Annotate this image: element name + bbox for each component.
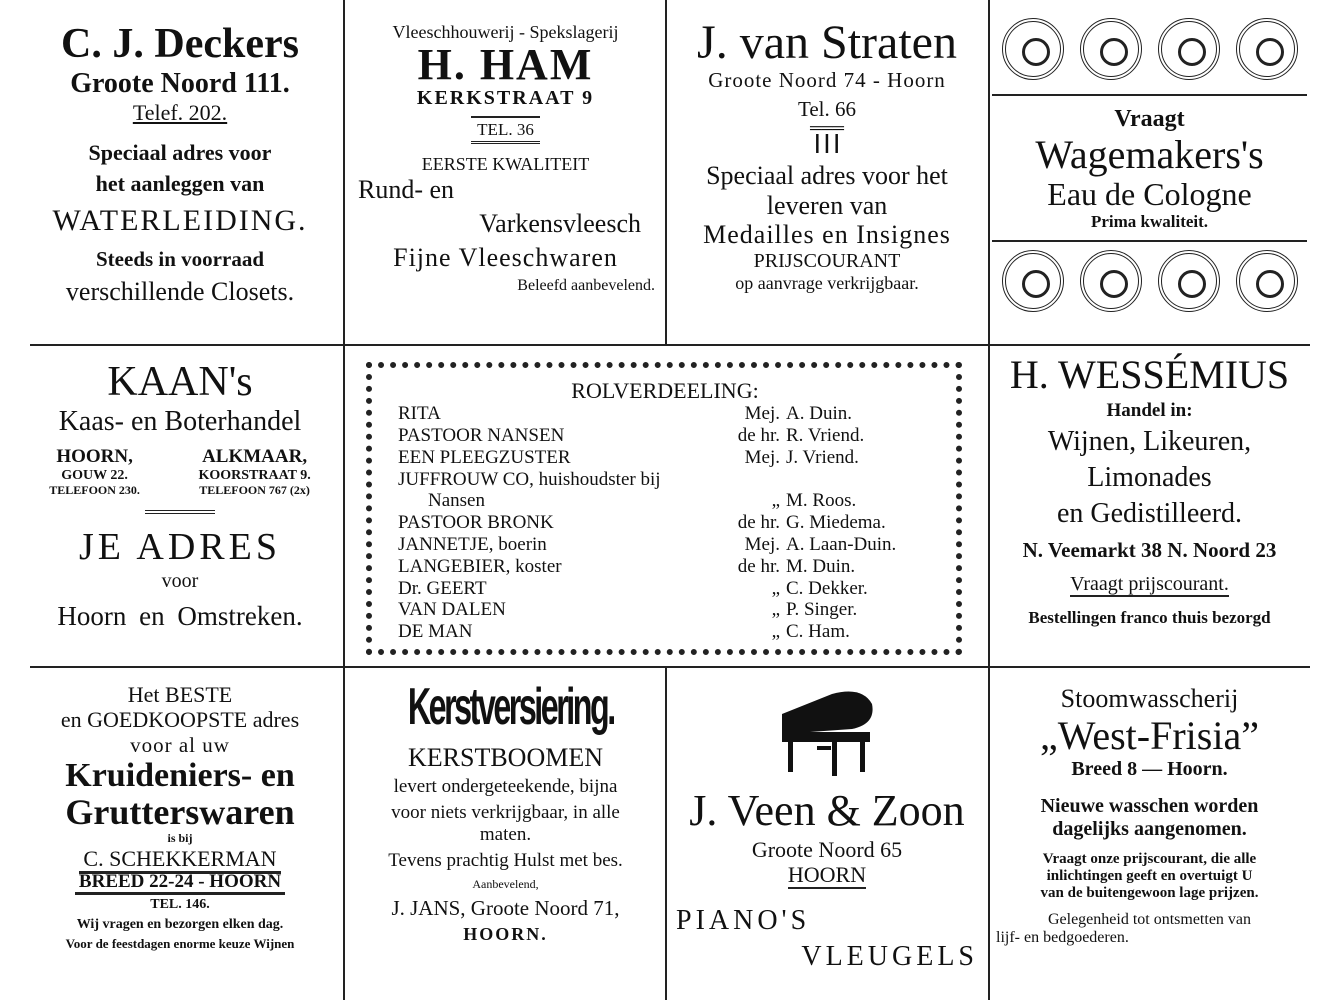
- cast-title: de hr.: [737, 555, 780, 577]
- text: leveren van: [766, 190, 888, 220]
- text: Limonades: [1087, 462, 1212, 494]
- address: KERKSTRAAT 9: [416, 86, 595, 109]
- ad-title: J. Veen & Zoon: [689, 786, 965, 835]
- ad-van-straten: [668, 18, 986, 294]
- cast-role: JANNETJE, boerin: [398, 534, 547, 556]
- ad-west-frisia: [992, 684, 1307, 947]
- ad-jans: [348, 680, 663, 944]
- cast-title: „: [771, 490, 780, 512]
- cast-title: „: [771, 621, 780, 643]
- text: ALKMAAR,: [202, 446, 308, 468]
- text: en GOEDKOOPSTE adres: [60, 707, 300, 733]
- cast-title: Mej.: [744, 534, 780, 556]
- ad-title: H. WESSÉMIUS: [1009, 352, 1290, 397]
- text: Handel in:: [1106, 400, 1193, 421]
- text: op aanvrage verkrijgbaar.: [735, 273, 919, 294]
- text: TELEFOON 230.: [49, 483, 140, 498]
- phone: TEL. 146.: [150, 896, 210, 912]
- ad-veen: [668, 680, 986, 1000]
- rule: [145, 510, 215, 514]
- text: Bestellingen franco thuis bezorgd: [1028, 607, 1271, 627]
- text: C. SCHEKKERMAN: [79, 846, 280, 874]
- cast-role: RITA: [398, 403, 441, 425]
- divider: [343, 0, 345, 345]
- text: HOORN: [787, 861, 867, 887]
- text: Vraagt prijscourant.: [1070, 572, 1229, 595]
- text: verschillende Closets.: [65, 277, 295, 307]
- text: WATERLEIDING.: [52, 204, 308, 238]
- text: voor niets verkrijgbaar, in alle: [391, 802, 620, 824]
- text: Beleefd aanbevelend.: [517, 276, 655, 294]
- text: Rund- en: [358, 174, 455, 204]
- text: EERSTE KWALITEIT: [421, 154, 590, 175]
- cast-actor: A. Laan-Duin.: [786, 534, 897, 556]
- cast-role: DE MAN: [398, 621, 473, 643]
- cast-row: [398, 447, 932, 469]
- address: BREED 22-24 - HOORN: [75, 871, 285, 895]
- cast-role: LANGEBIER, koster: [398, 555, 562, 577]
- cast-role: Nansen: [428, 490, 485, 512]
- ad-deckers: [20, 20, 340, 307]
- cast-role: PASTOOR NANSEN: [398, 425, 565, 447]
- text: is bij: [167, 830, 193, 845]
- address: Groote Noord 111.: [70, 68, 290, 100]
- text: Vleeschhouwerij - Spekslagerij: [392, 22, 619, 42]
- cast-row: [398, 490, 932, 512]
- cast-actor: J. Vriend.: [786, 446, 859, 468]
- cast-title: Mej.: [744, 403, 780, 425]
- text: Varkensvleesch: [479, 208, 641, 238]
- monogram-ornament-icon: [992, 18, 1307, 96]
- cast-row: [398, 599, 932, 621]
- ad-title: J. van Straten: [697, 18, 957, 69]
- text: Medailles en Insignes: [703, 220, 951, 250]
- ad-schekkerman: [20, 682, 340, 952]
- ad-title: Wagemakers's: [1035, 131, 1264, 177]
- text: inlichtingen geeft en overtuigt U: [1046, 868, 1253, 885]
- text: VLEUGELS: [801, 941, 978, 973]
- phone: Telef. 202.: [132, 100, 228, 126]
- ad-wessemius: [992, 352, 1307, 627]
- text: Prima kwaliteit.: [1090, 212, 1209, 232]
- text: PIANO'S: [676, 905, 811, 937]
- cast-actor: C. Ham.: [786, 621, 850, 643]
- cast-row: [398, 556, 932, 578]
- text: Steeds in voorraad: [96, 246, 264, 271]
- ad-title: Kerstversiering.: [407, 680, 614, 736]
- text: Speciaal adres voor het: [706, 160, 948, 190]
- text: HOORN.: [463, 923, 548, 944]
- text: HOORN,: [56, 446, 133, 468]
- text: lijf- en bedgoederen.: [996, 929, 1129, 947]
- cast-list-box: [366, 362, 962, 655]
- text: Tevens prachtig Hulst met bes.: [388, 850, 623, 872]
- text: Wij vragen en bezorgen elken dag.: [76, 917, 284, 933]
- cast-role: VAN DALEN: [398, 599, 506, 621]
- text: dagelijks aangenomen.: [1052, 817, 1247, 840]
- phone: Tel. 66: [797, 96, 857, 121]
- divider: [988, 0, 990, 1000]
- text: voor al uw: [130, 732, 230, 757]
- cast-actor: A. Duin.: [786, 403, 852, 425]
- text: Nieuwe wasschen worden: [1040, 794, 1259, 817]
- text: PRIJSCOURANT: [753, 250, 901, 273]
- text: het aanleggen van: [95, 171, 265, 197]
- text: TELEFOON 767 (2x): [199, 483, 310, 498]
- text: Kruideniers- en: [65, 756, 295, 794]
- divider: [665, 668, 667, 1000]
- text: Stoomwasscherij: [1060, 684, 1239, 713]
- cast-role: PASTOOR BRONK: [398, 512, 554, 534]
- text: Gelegenheid tot ontsmetten van: [1047, 910, 1252, 928]
- address: Breed 8 — Hoorn.: [1071, 757, 1228, 780]
- cast-role: JUFFROUW CO, huishoudster bij: [398, 468, 661, 490]
- text: GOUW 22.: [61, 468, 128, 484]
- divider: [665, 0, 667, 345]
- cast-row: [398, 403, 932, 425]
- text: en Gedistilleerd.: [1056, 498, 1243, 530]
- divider: [343, 345, 345, 1000]
- text: KOORSTRAAT 9.: [198, 468, 311, 484]
- text: van de buitengewoon lage prijzen.: [1040, 885, 1259, 902]
- cast-role: EEN PLEEGZUSTER: [398, 446, 571, 468]
- cast-title: de hr.: [737, 512, 780, 534]
- text: voor: [161, 569, 199, 592]
- ad-title: „West-Frisia”: [1040, 712, 1259, 758]
- text: Eau de Cologne: [1047, 175, 1252, 212]
- cast-row: [398, 469, 932, 491]
- cast-actor: R. Vriend.: [786, 425, 865, 447]
- text: Hoorn en Omstreken.: [57, 600, 303, 631]
- address: Groote Noord 74 - Hoorn: [708, 68, 946, 93]
- ad-kaan: [20, 358, 340, 632]
- text: Grutterswaren: [65, 792, 295, 833]
- cast-title: „: [771, 577, 780, 599]
- text: Het BESTE: [127, 682, 233, 707]
- text: Aanbevelend,: [472, 876, 539, 891]
- text: Speciaal adres voor: [88, 139, 272, 165]
- grand-piano-icon: [772, 684, 882, 784]
- text: Wijnen, Likeuren,: [1047, 425, 1252, 457]
- ad-title: H. HAM: [417, 39, 594, 89]
- cast-actor: C. Dekker.: [786, 577, 868, 599]
- cast-row: [398, 512, 932, 534]
- text: JE ADRES: [79, 526, 281, 569]
- divider: [30, 344, 1310, 346]
- cast-title: „: [771, 599, 780, 621]
- ornament-icon: ═══ ┃┃┃: [809, 119, 844, 153]
- monogram-ornament-icon: [992, 240, 1307, 318]
- cast-title: Mej.: [744, 446, 780, 468]
- ad-title: KAAN's: [107, 359, 253, 405]
- address: Groote Noord 65: [751, 836, 903, 862]
- address: N. Veemarkt 38 N. Noord 23: [1022, 538, 1277, 563]
- cast-row: [398, 425, 932, 447]
- text: levert ondergeteekende, bijna: [393, 776, 618, 798]
- text: Kaas- en Boterhandel: [58, 406, 302, 438]
- cast-row: [398, 578, 932, 600]
- cast-row: [398, 621, 932, 643]
- text: Vraagt onze prijscourant, die alle: [1042, 850, 1257, 867]
- cast-actor: [786, 469, 932, 491]
- cast-list-title: ROLVERDEELING:: [571, 378, 759, 403]
- cast-title: de hr.: [737, 425, 780, 447]
- text: Fijne Vleeschwaren: [393, 242, 618, 272]
- text: Vraagt: [1114, 106, 1185, 132]
- ad-wagemakers: [992, 18, 1307, 318]
- cast-actor: P. Singer.: [786, 599, 858, 621]
- cast-actor: M. Roos.: [786, 490, 857, 512]
- text: maten.: [479, 824, 532, 846]
- cast-actor: M. Duin.: [786, 555, 856, 577]
- text: KERSTBOOMEN: [407, 742, 603, 772]
- text: Voor de feestdagen enorme keuze Wijnen: [65, 936, 295, 952]
- cast-row: [398, 534, 932, 556]
- text: J. JANS, Groote Noord 71,: [391, 895, 620, 920]
- ad-title: C. J. Deckers: [61, 21, 299, 67]
- ad-ham: [348, 22, 663, 295]
- cast-role: Dr. GEERT: [398, 577, 487, 599]
- cast-title: [728, 469, 786, 491]
- cast-actor: G. Miedema.: [786, 512, 886, 534]
- phone: TEL. 36: [471, 116, 540, 145]
- divider: [30, 666, 1310, 668]
